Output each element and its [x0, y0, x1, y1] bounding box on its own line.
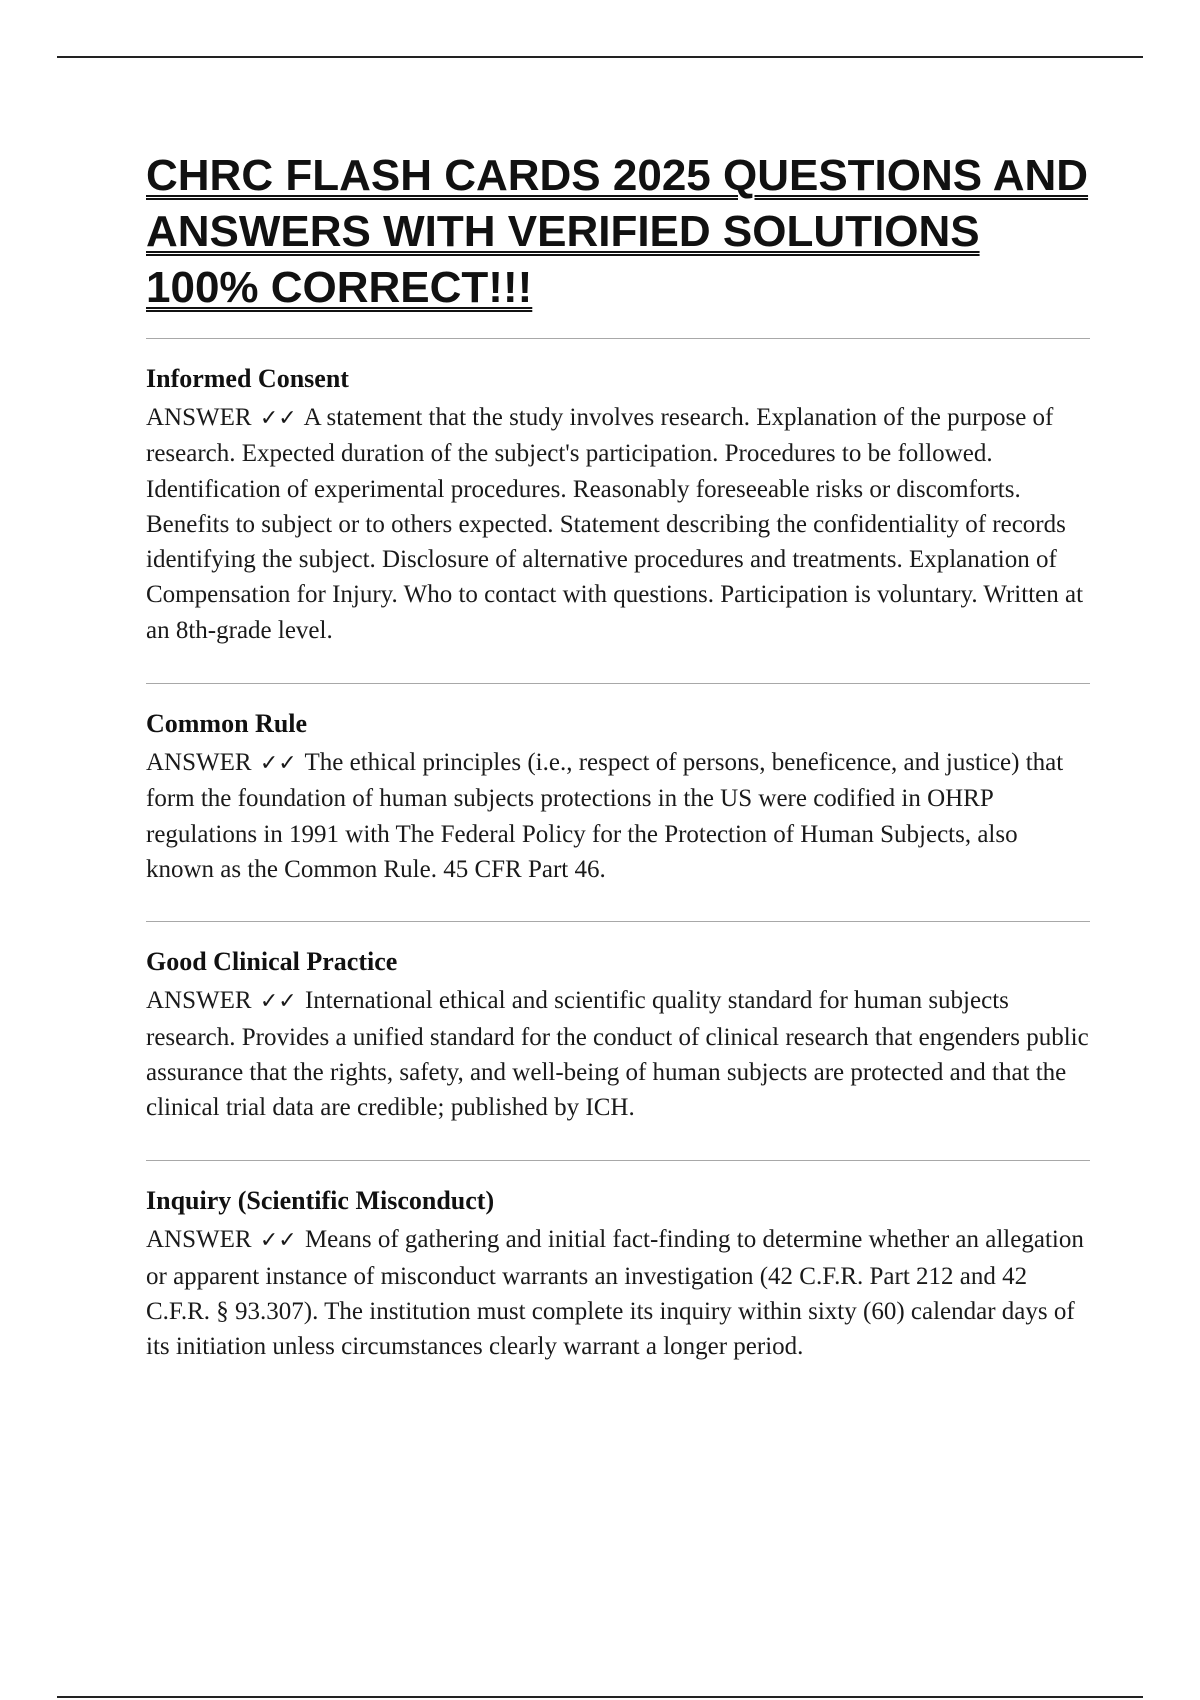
- answer-text: A statement that the study involves research. Explanation of the purpose of research. Expected duration of the subject's participation. Procedures to be followed. Identification of experimental procedures. Reasonably foreseeable risks or discomforts. Benefits to subject or to others expected. Statement describing the confidentiality of records identifying the subject. Disclosure of alternative procedures and treatments. Explanation of Compensation for Injury. Who to contact with questions. Participation is voluntary. Written at an 8th-grade level.: [146, 404, 1084, 644]
- answer-text: Means of gathering and initial fact-finding to determine whether an allegation or apparent instance of misconduct warrants an investigation (42 C.F.R. Part 212 and 42 C.F.R. § 93.307). The institution must complete its inquiry within sixty (60) calendar days of its initiation unless circumstances clearly warrant a longer period.: [146, 1226, 1084, 1361]
- document-body: [146, 148, 1090, 1365]
- answer-label: ANSWER: [146, 987, 252, 1015]
- answer-text: International ethical and scientific quality standard for human subjects research. Provides a unified standard for the conduct of clinical research that engenders public assurance that the rights, safety, and well-being of human subjects are protected and that the clinical trial data are credible; published by ICH.: [146, 987, 1089, 1122]
- answer-label: ANSWER: [146, 404, 252, 431]
- page-top-rule: [57, 56, 1143, 58]
- card-answer: [146, 400, 1090, 648]
- card-answer: [146, 983, 1090, 1125]
- document-title: CHRC FLASH CARDS 2025 QUESTIONS AND ANSWERS WITH VERIFIED SOLUTIONS 100% CORRECT!!!: [146, 151, 1089, 312]
- flash-card-common-rule: [146, 684, 1090, 887]
- double-check-icon: ✓✓: [259, 989, 297, 1015]
- card-answer: [146, 745, 1090, 887]
- card-term: Common Rule: [146, 709, 308, 739]
- card-term: Informed Consent: [146, 364, 349, 393]
- flash-card-inquiry: [146, 1161, 1090, 1364]
- card-term: Inquiry (Scientific Misconduct): [146, 1186, 495, 1216]
- card-term: Good Clinical Practice: [146, 947, 398, 977]
- flash-card-informed-consent: [146, 339, 1090, 648]
- answer-label: ANSWER: [146, 749, 252, 777]
- answer-text: The ethical principles (i.e., respect of persons, beneficence, and justice) that form the foundation of human subjects protections in the US were codified in OHRP regulations in 1991 with The Federal Policy for the Protection of Human Subjects, also known as the Common Rule. 45 CFR Part 46.: [146, 749, 1064, 883]
- page-bottom-rule: [57, 1696, 1143, 1698]
- card-answer: [146, 1222, 1090, 1364]
- double-check-icon: ✓✓: [259, 406, 297, 431]
- flash-card-good-clinical-practice: [146, 922, 1090, 1125]
- answer-label: ANSWER: [146, 1226, 252, 1254]
- double-check-icon: ✓✓: [259, 751, 297, 777]
- double-check-icon: ✓✓: [259, 1228, 297, 1254]
